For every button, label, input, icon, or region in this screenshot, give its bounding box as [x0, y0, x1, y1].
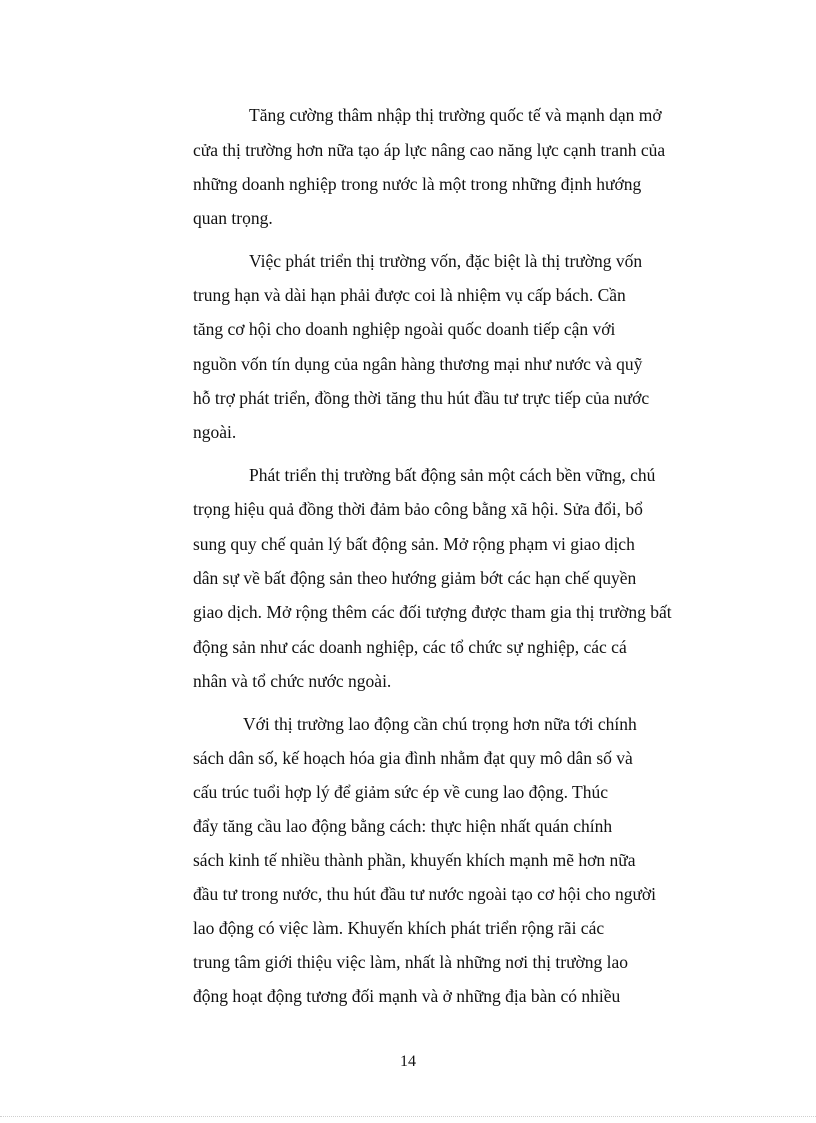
paragraph-4-line-7: lao động có việc làm. Khuyến khích phát triển rộng rãi các [193, 918, 605, 938]
paragraph-2-line-5: hỗ trợ phát triển, đồng thời tăng thu hút đầu tư trực tiếp của nước [193, 388, 650, 408]
paragraph-4-line-3: cấu trúc tuổi hợp lý để giảm sức ép về cung lao động. Thúc [193, 782, 608, 802]
page-number: 14 [400, 1053, 416, 1070]
paragraph-1-line-3: những doanh nghiệp trong nước là một trong những định hướng [193, 174, 642, 194]
paragraph-3-line-6: động sản như các doanh nghiệp, các tổ chức sự nghiệp, các cá [193, 637, 627, 657]
paragraph-3-line-3: sung quy chế quản lý bất động sản. Mở rộng phạm vi giao dịch [193, 534, 635, 554]
paragraph-4-line-9: động hoạt động tương đối mạnh và ở những địa bàn có nhiều [193, 986, 621, 1006]
paragraph-1-line-1: Tăng cường thâm nhập thị trường quốc tế và mạnh dạn mở [249, 105, 662, 125]
paragraph-3-line-7: nhân và tổ chức nước ngoài. [193, 671, 392, 691]
paragraph-2-line-3: tăng cơ hội cho doanh nghiệp ngoài quốc doanh tiếp cận với [193, 319, 616, 339]
paragraph-4-line-6: đầu tư trong nước, thu hút đầu tư nước ngoài tạo cơ hội cho người [193, 884, 657, 904]
paragraph-4-line-4: đẩy tăng cầu lao động bằng cách: thực hiện nhất quán chính [193, 816, 613, 836]
paragraph-3-line-4: dân sự về bất động sản theo hướng giảm bớt các hạn chế quyền [193, 568, 637, 588]
paragraph-4-line-8: trung tâm giới thiệu việc làm, nhất là những nơi thị trường lao [193, 952, 629, 972]
page-bottom-border [0, 1116, 816, 1117]
paragraph-2-line-1: Việc phát triển thị trường vốn, đặc biệt là thị trường vốn [249, 251, 643, 271]
paragraph-3-line-1: Phát triển thị trường bất động sản một cách bền vững, chú [249, 465, 656, 485]
paragraph-2-line-2: trung hạn và dài hạn phải được coi là nhiệm vụ cấp bách. Cần [193, 285, 626, 305]
paragraph-4-line-2: sách dân số, kế hoạch hóa gia đình nhằm đạt quy mô dân số và [193, 748, 633, 768]
paragraph-1-line-4: quan trọng. [193, 208, 273, 228]
paragraph-2-line-4: nguồn vốn tín dụng của ngân hàng thương mại như nước và quỹ [193, 354, 643, 374]
paragraph-3-line-5: giao dịch. Mở rộng thêm các đối tượng được tham gia thị trường bất [193, 602, 672, 622]
paragraph-4-line-1: Với thị trường lao động cần chú trọng hơn nữa tới chính [243, 714, 637, 734]
paragraph-2-line-6: ngoài. [193, 422, 237, 442]
paragraph-4-line-5: sách kinh tế nhiều thành phần, khuyến khích mạnh mẽ hơn nữa [193, 850, 636, 870]
paragraph-1-line-2: cửa thị trường hơn nữa tạo áp lực nâng cao năng lực cạnh tranh của [193, 140, 666, 160]
paragraph-3-line-2: trọng hiệu quả đồng thời đảm bảo công bằng xã hội. Sửa đổi, bổ [193, 499, 643, 519]
